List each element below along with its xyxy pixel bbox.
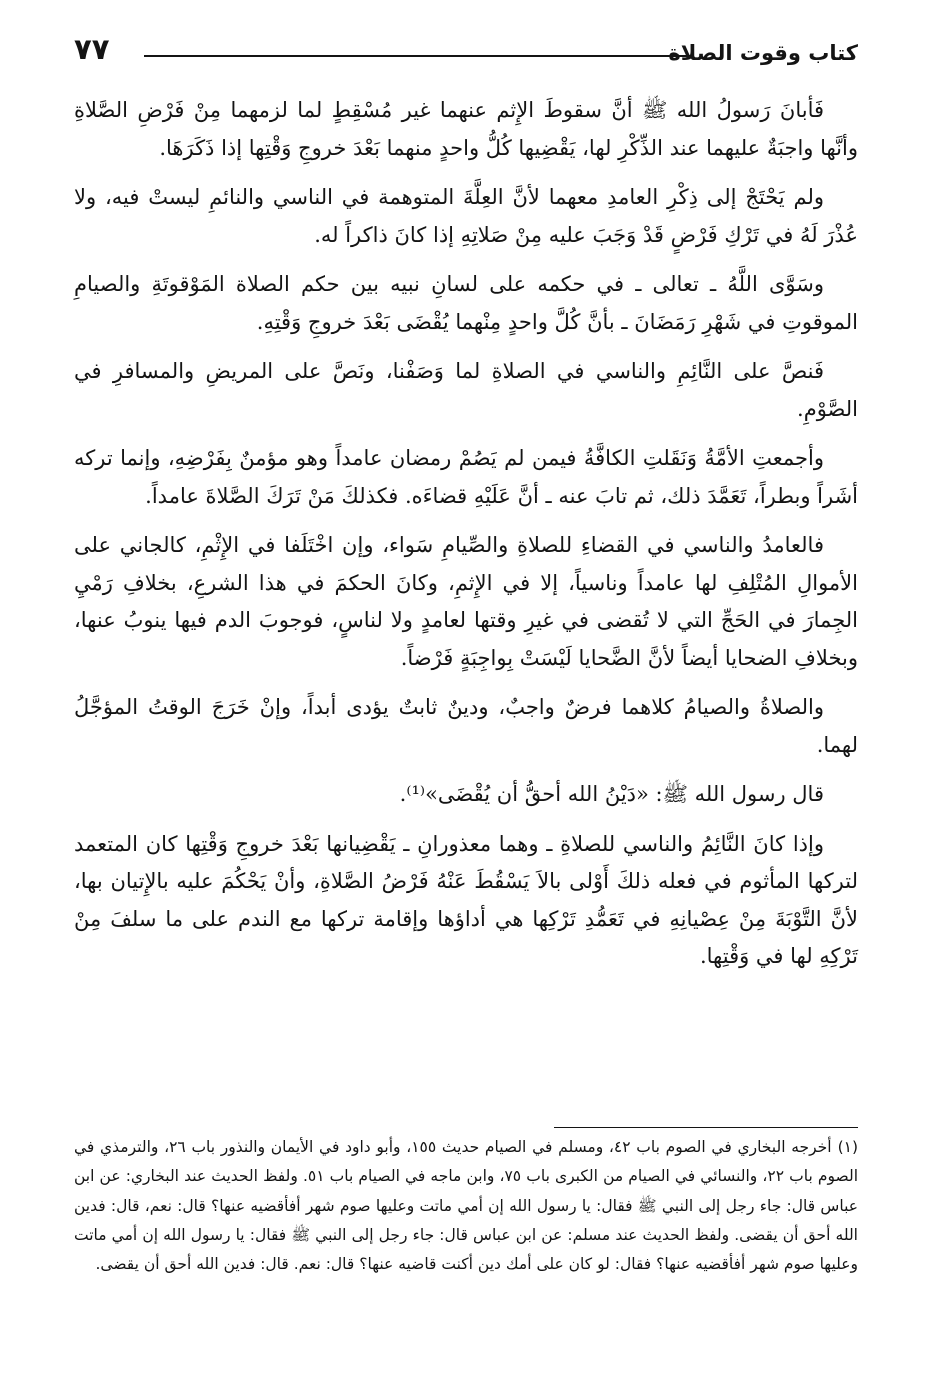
main-text xyxy=(74,92,858,976)
footnotes xyxy=(74,1133,858,1279)
footnote-separator xyxy=(554,1127,858,1128)
paragraph-2: ولم يَحْتَجْ إلى ذِكْرِ العامدِ معهما لأنَّ العِلَّةَ المتوهمة في الناسي والنائمِ ليستْ فيه، ولا عُذْرَ لَهُ في تَرْكِ فَرْضٍ قَدْ وَجَبَ عليه مِنْ صَلاتِهِ إذا كانَ ذاكراً له. xyxy=(74,185,858,247)
chapter-title: كتاب وقوت الصلاة xyxy=(668,41,858,65)
footnote-text: أخرجه البخاري في الصوم باب ٤٢، ومسلم في الصيام حديث ١٥٥، وأبو داود في الأيمان والنذور باب ٢٦، والترمذي في الصوم باب ٢٢، والنسائي في الصيام من الكبرى باب ٧٥، وابن ماجه في الصيام باب ٥١. ولفظ الحديث عند البخاري: عن ابن عباس قال: جاء رجل إلى النبي ﷺ فقال: يا رسول الله إن أمي ماتت وعليها صوم شهر أفأقضيه عنها؟ قال: نعم، قال: فدين الله أحق أن يقضى. ولفظ الحديث عند مسلم: عن ابن عباس قال: جاء رجل إلى النبي ﷺ فقال: يا رسول الله إن أمي ماتت وعليها صوم شهر أفأقضيه عنها؟ فقال: لو كان على أمك دين أكنت قاضيه عنها؟ قال: نعم. قال: فدين الله أحق أن يقضى. xyxy=(74,1138,858,1274)
paragraph-6: فالعامدُ والناسي في القضاءِ للصلاةِ والصِّيامِ سَواء، وإن اخْتَلَفا في الإِثْمِ، كالجاني على الأموالِ المُتْلِفِ لها عامداً وناسياً، إلا في الإِثمِ، وكانَ الحكمَ في هذا الشرعِ، بخلافِ رَمْيِ الجِمارَ في الحَجِّ التي لا تُقضى في غيرِ وقتها لعامدٍ ولا لناسٍ، فوجوبَ الدم فيها ينوبُ عنها، وبخلافِ الضحايا أيضاً لأنَّ الضَّحايا لَيْسَتْ بِواجِبَةٍ فَرْضاً. xyxy=(74,533,858,670)
paragraph-9: وإذا كانَ النَّائِمُ والناسي للصلاةِ ـ وهما معذورانِ ـ يَقْضِيانها بَعْدَ خروجِ وَقْتِها كان المتعمد لتركها المأثوم في فعله ذلكَ أَوْلى بالاَ يَسْقُطَ عَنْهُ فَرْضُ الصَّلاةِ، وأنْ يَحْكُمَ عليه بالإِتيان بها، لأنَّ التَّوْبَةَ مِنْ عِصْيانِهِ في تَعَمُّدِ تَرْكِها هي أداؤها وإقامة تركها مع الندم على ما سلفَ مِنْ تَرْكِهِ لها في وَقْتِها. xyxy=(74,831,858,968)
footnote-marker: (١) xyxy=(837,1138,859,1156)
paragraph-3: وسَوَّى اللَّهُ ـ تعالى ـ في حكمه على لسانِ نبيه بين حكم الصلاة المَوْقوتَةِ والصيامِ الموقوتِ في شَهْرِ رَمَضَانَ ـ بأنَّ كُلَّ واحدٍ مِنْهما يُقْضَى بَعْدَ خروجِ وَقْتِهِ. xyxy=(74,272,858,334)
page-number: ٧٧ xyxy=(74,32,110,66)
paragraph-5: وأجمعتِ الأمَّةُ وَنَقَلتِ الكافَّةُ فيمن لم يَصُمْ رمضان عامداً وهو مؤمنٌ بِفَرْضِهِ، وإنما تركه أشَراً وبطراً، تَعَمَّدَ ذلك، ثم تابَ عنه ـ أنَّ عَلَيْهِ قضاءَه. فكذلكَ مَنْ تَرَكَ الصَّلاةَ عامداً. xyxy=(74,446,858,508)
paragraph-4: فَنصَّ على النَّائِمِ والناسي في الصلاةِ لما وَصَفْنا، ونَصَّ على المريضِ والمسافرِ في الصَّوْمِ. xyxy=(74,359,858,421)
paragraph-7: والصلاةُ والصيامُ كلاهما فرضٌ واجبٌ، ودينٌ ثابتٌ يؤدى أبداً، وإنْ خَرَجَ الوقتُ المؤجَّلُ لهما. xyxy=(74,695,858,757)
paragraph-1: فَأبانَ رَسولُ الله ﷺ أنَّ سقوطَ الإِثم عنهما غير مُسْقِطٍ لما لزمهما مِنْ فَرْضِ الصَّلاةِ وأنَّها واجبَةٌ عليهما عند الذِّكْرِ لها، يَقْضِيها كُلُّ واحدٍ منهما بَعْدَ خروجِ وَقْتِها إذا ذَكَرَهَا. xyxy=(74,98,858,160)
header-rule xyxy=(144,55,690,57)
paragraph-8: قال رسول الله ﷺ: «دَيْنُ الله أحقُّ أن يُقْضَى»⁽¹⁾. xyxy=(399,782,824,806)
running-header xyxy=(74,30,858,74)
